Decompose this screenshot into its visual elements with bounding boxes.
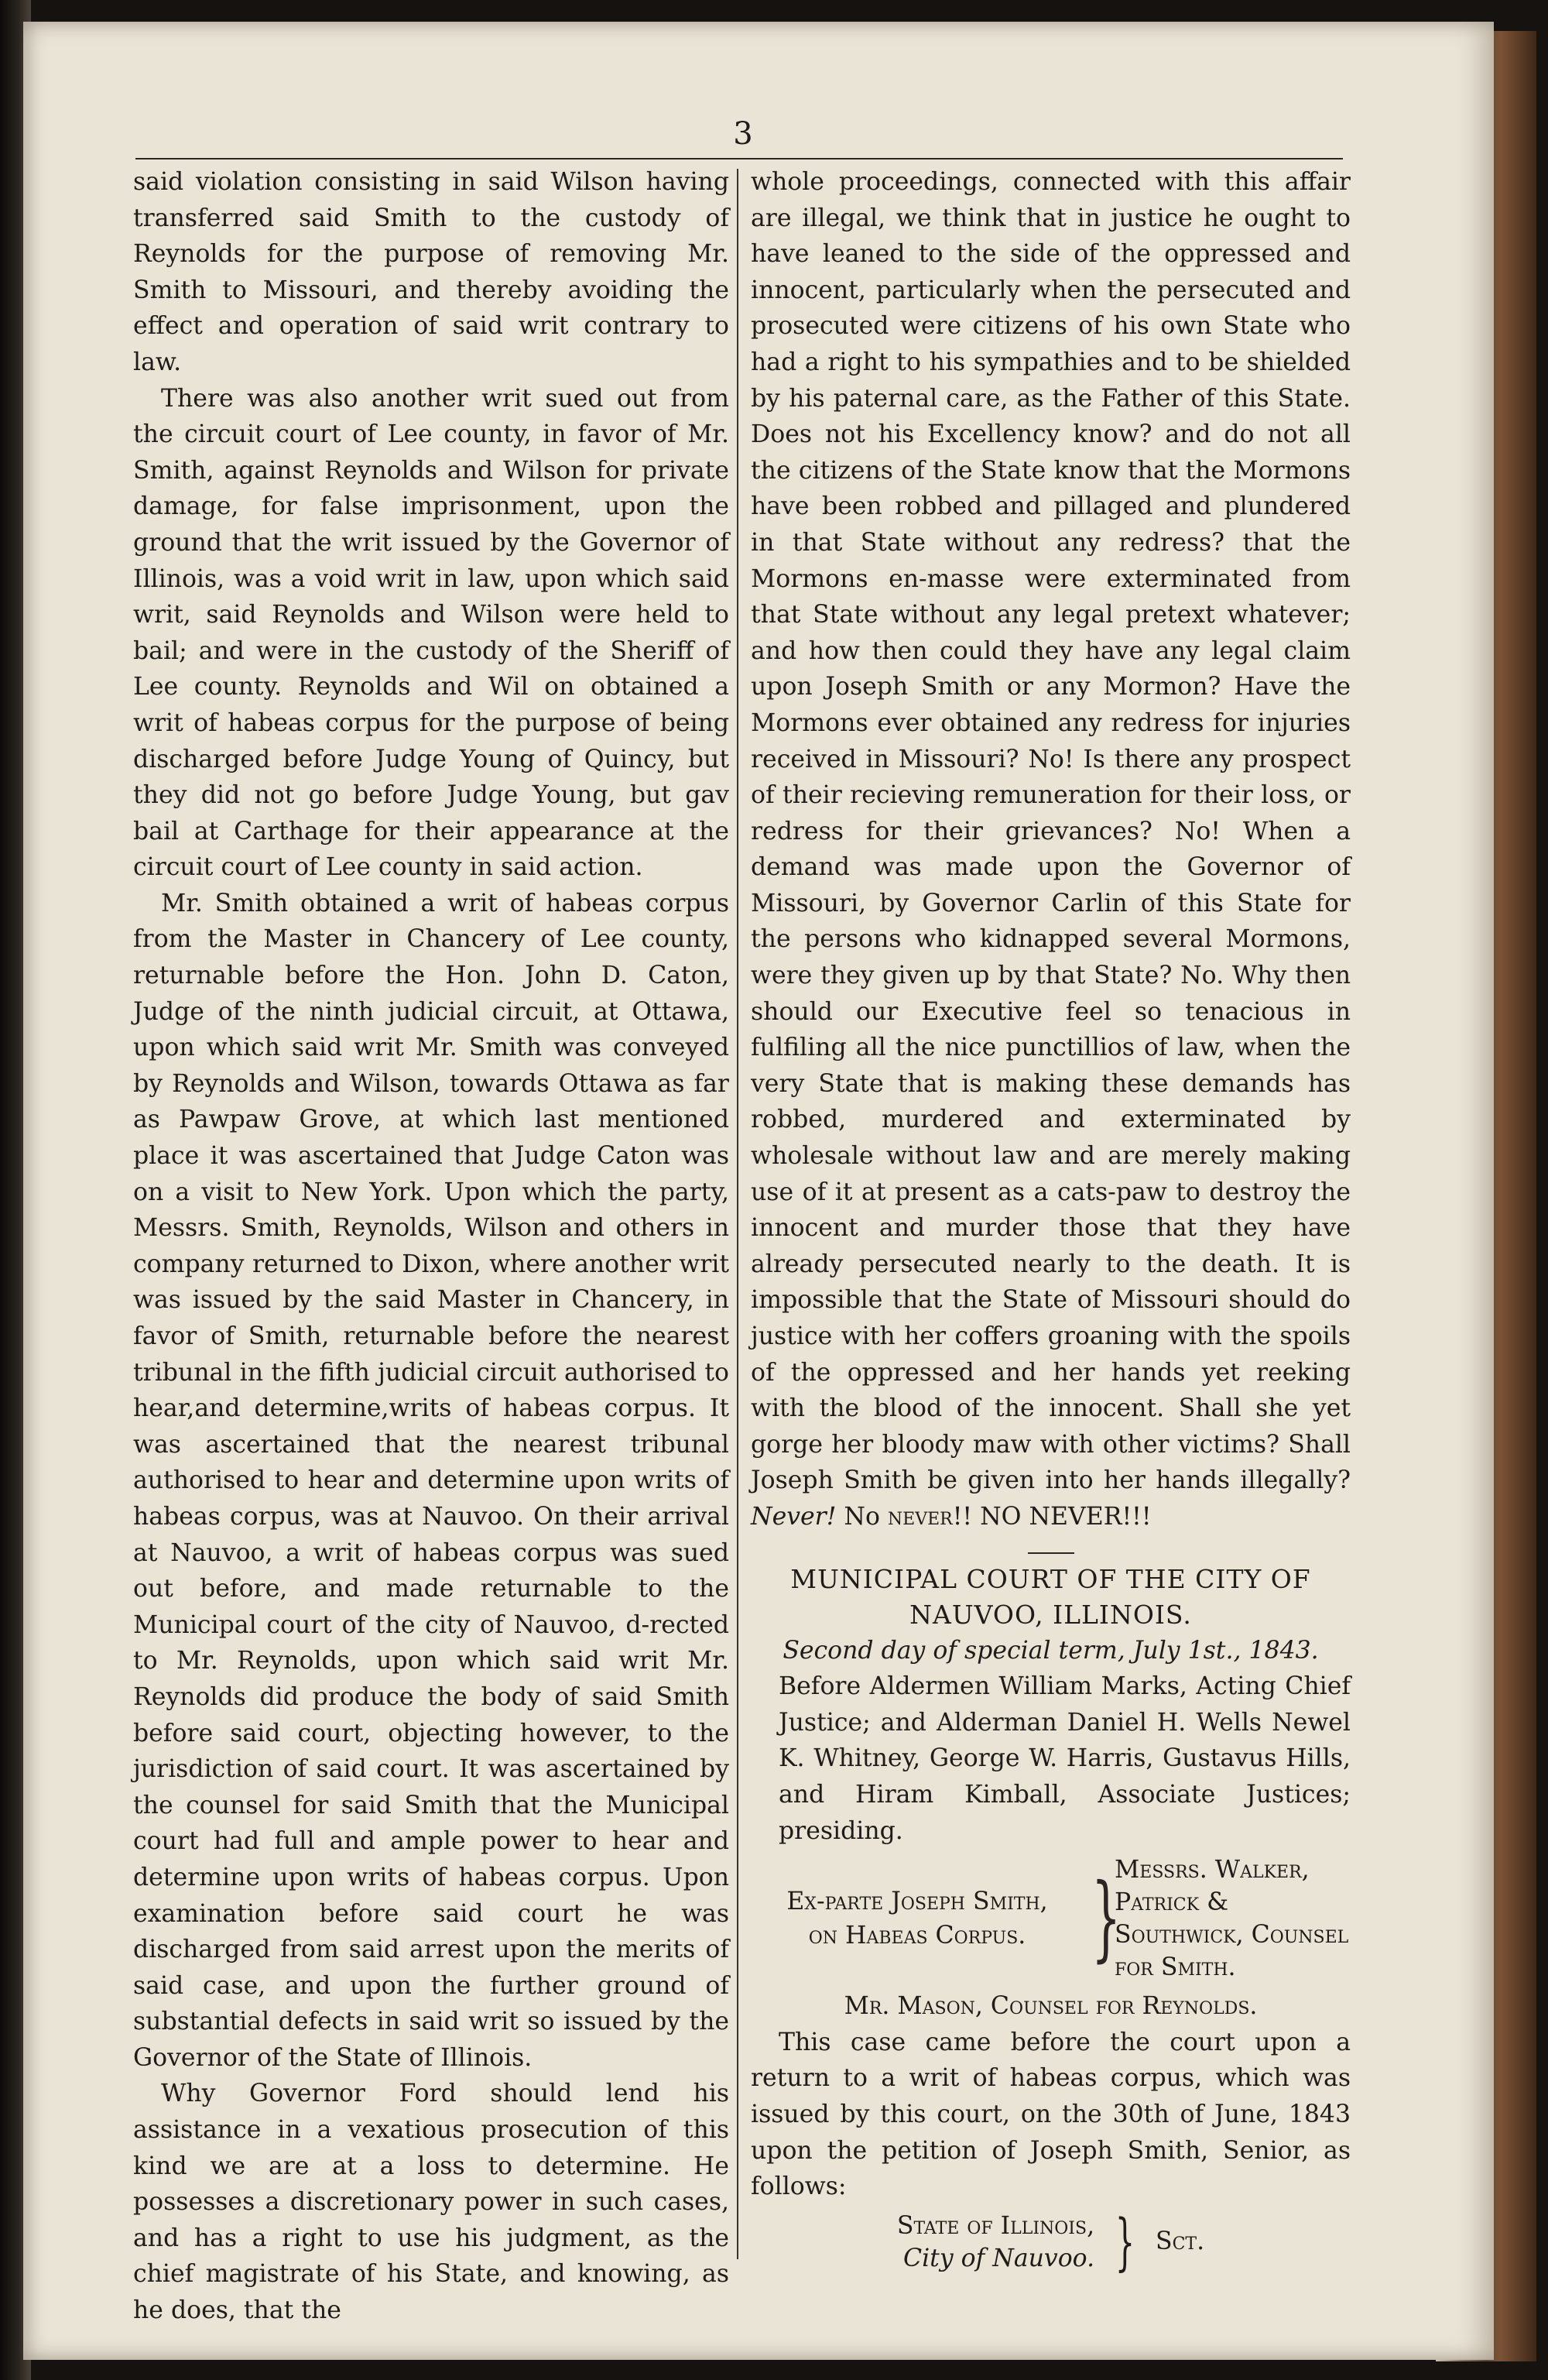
never-emphasis: Never!	[751, 1502, 837, 1531]
no-never-2: never	[887, 1502, 953, 1531]
header-rule	[135, 158, 1343, 159]
case-title	[751, 1884, 1084, 1953]
counsel-for-reynolds: Mr. Mason, Counsel for Reynolds.	[844, 1992, 1258, 2021]
case-title-line-2: on Habeas Corpus.	[808, 1922, 1026, 1950]
case-caption	[751, 1854, 1351, 1984]
right-column	[751, 164, 1351, 2278]
case-brace: }	[1091, 1864, 1122, 1973]
counsel-for-smith: Messrs. Walker, Patrick & Southwick, Counsel for Smith.	[1115, 1856, 1349, 1982]
venue-block	[751, 2205, 1351, 2278]
venue-city: City of Nauvoo.	[903, 2244, 1095, 2272]
left-paragraph-1: said violation consisting in said Wilson having transferred said Smith to the custody of Reynolds for the purpose of removing Mr. Smith to Missouri, and thereby avoiding the effect and operation of said writ contrary to law.	[133, 168, 729, 376]
no-never-3: !! NO NEVER!!!	[952, 1502, 1152, 1531]
venue-names	[897, 2210, 1094, 2275]
right-paragraph-1	[751, 164, 1351, 1535]
venue-state: State of Illinois,	[896, 2211, 1095, 2240]
left-column	[133, 164, 729, 2329]
left-paragraph-3: Mr. Smith obtained a writ of habeas corpus from the Master in Chancery of Lee county, returnable before the Hon. John D. Caton, Judge of the ninth judicial circuit, at Ottawa, upon which said writ Mr. Smith was conveyed by Reynolds and Wilson, towards Ottawa as far as Pawpaw Grove, at which last mentioned place it was ascertained that Judge Caton was on a visit to New York. Upon which the party, Messrs. Smith, Reynolds, Wilson and others in company returned to Dixon, where another writ was issued by the said Master in Chancery, in favor of Smith, returnable before the nearest tribunal in the fifth judicial circuit authorised to hear,and determine,writs of habeas corpus. It was ascertained that the nearest tribunal authorised to hear and determine upon writs of habeas corpus, was at Nauvoo. On their arrival at Nauvoo, a writ of habeas corpus was sued out before, and made returnable to the Municipal court of the city of Nauvoo, d-rected to Mr. Reynolds, upon which said writ Mr. Reynolds did produce the body of said Smith before said court, objecting however, to the jurisdiction of said court. It was ascertained by the counsel for said Smith that the Municipal court had full and ample power to hear and determine upon writs of habeas corpus. Upon examination before said court he was discharged from said arrest upon the merits of said case, and upon the further ground of substantial defects in said writ so issued by the Governor of the State of Illinois.	[133, 889, 729, 2072]
aldermen-list: Before Aldermen William Marks, Acting Chief Justice; and Alderman Daniel H. Wells Newel K. Whitney, George W. Harris, Gustavus Hills, and Hiram Kimball, Associate Justices; presiding.	[779, 1672, 1351, 1845]
no-never-1: No	[844, 1502, 880, 1531]
venue-sct: Sct.	[1156, 2227, 1205, 2256]
left-paragraph-2: There was also another writ sued out from the circuit court of Lee county, in favor of Mr. Smith, against Reynolds and Wilson for private damage, for false imprisonment, upon the ground that the writ issued by the Governor of Illinois, was a void writ in law, upon which said writ, said Reynolds and Wilson were held to bail; and were in the custody of the Sheriff of Lee county. Reynolds and Wil on obtained a writ of habeas corpus for the purpose of being discharged before Judge Young of Quincy, but they did not go before Judge Young, but gav bail at Carthage for their appearance at the circuit court of Lee county in said action.	[133, 384, 729, 882]
column-divider	[737, 169, 738, 2259]
page-number: 3	[733, 116, 753, 152]
case-intro: This case came before the court upon a return to a writ of habeas corpus, which was issued by this court, on the 30th of June, 1843 upon the petition of Joseph Smith, Senior, as follows:	[751, 2028, 1351, 2201]
section-divider	[1028, 1552, 1074, 1554]
court-date: Second day of special term, July 1st., 1843.	[783, 1636, 1319, 1665]
left-paragraph-4: Why Governor Ford should lend his assistance in a vexatious prosecution of this kind we are at a loss to determine. He possesses a discretionary power in such cases, and has a right to use his judgment, as the chief magistrate of his State, and knowing, as he does, that the	[133, 2080, 729, 2325]
case-title-line-1: Ex-parte Joseph Smith,	[786, 1888, 1048, 1916]
right-paragraph-text: whole proceedings, connected with this affair are illegal, we think that in justice he ought to have leaned to the side of the oppressed and innocent, particularly when the persecuted and prosecuted were citizens of his own State who had a right to his sympathies and to be shielded by his paternal care, as the Father of this State. Does not his Excellency know? and do not all the citizens of the State know that the Mormons have been robbed and pillaged and plundered in that State without any redress? that the Mormons en-masse were exterminated from that State without any legal pretext whatever; and how then could they have any legal claim upon Joseph Smith or any Mormon? Have the Mormons ever obtained any redress for injuries received in Missouri? No! Is there any prospect of their recieving remuneration for their loss, or redress for their grievances? No! When a demand was made upon the Governor of Missouri, by Governor Carlin of this State for the persons who kidnapped several Mormons, were they given up by that State? No. Why then should our Executive feel so tenacious in fulfiling all the nice punctillios of law, when the very State that is making these demands has robbed, murdered and exterminated by wholesale without law and are merely making use of it at present as a cats-paw to destroy the innocent and murder those that they have already persecuted nearly to the death. It is impossible that the State of Missouri should do justice with her coffers groaning with the spoils of the oppressed and her hands yet reeking with the blood of the innocent. Shall she yet gorge her bloody maw with other victims? Shall Joseph Smith be given into her hands illegally?	[751, 168, 1351, 1495]
court-heading: MUNICIPAL COURT OF THE CITY OF NAUVOO, ILLINOIS.	[790, 1563, 1311, 1630]
venue-brace: }	[1115, 2205, 1135, 2278]
